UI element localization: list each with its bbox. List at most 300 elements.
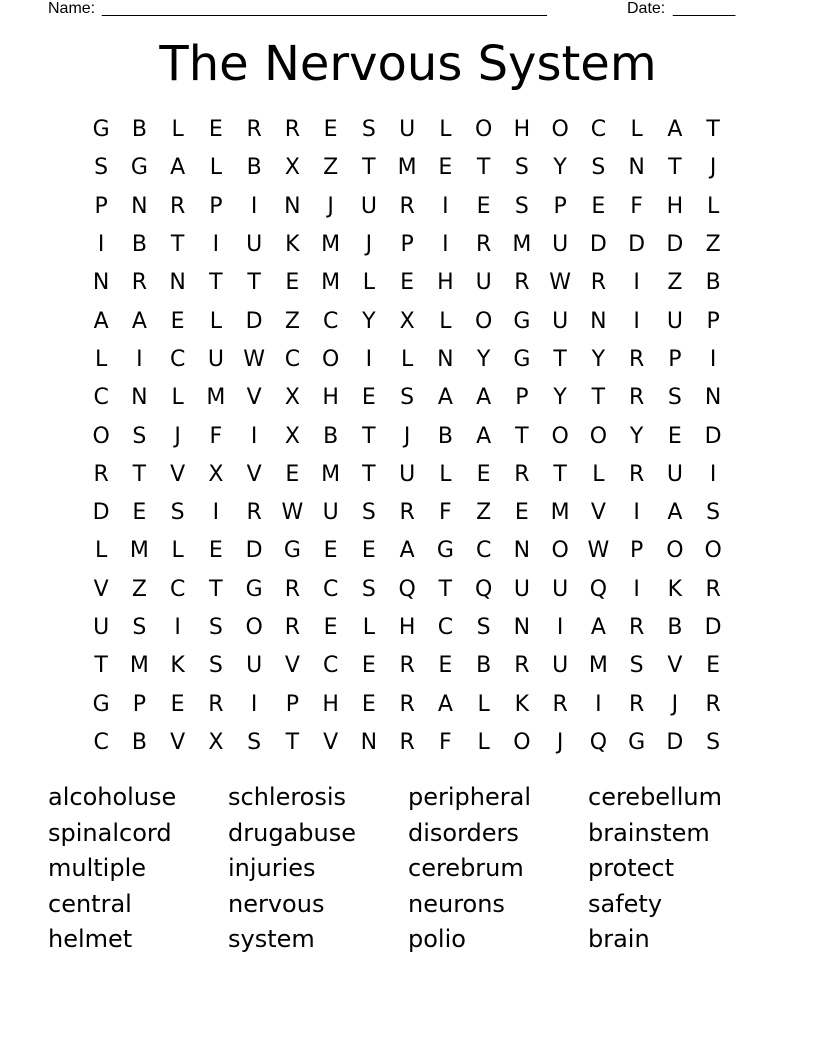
- grid-letter: I: [97, 232, 105, 258]
- grid-letter: R: [399, 729, 415, 755]
- grid-letter: A: [476, 385, 492, 411]
- grid-letter: B: [131, 729, 147, 755]
- grid-letter: I: [709, 346, 717, 372]
- letter-grid: [82, 111, 732, 762]
- grid-letter: M: [206, 385, 226, 411]
- grid-letter: W: [243, 346, 265, 372]
- grid-letter: O: [551, 538, 569, 564]
- grid-letter: I: [365, 346, 373, 372]
- grid-letter: P: [209, 193, 223, 219]
- grid-letter: Y: [629, 423, 644, 449]
- grid-letter: G: [436, 538, 454, 564]
- grid-letter: C: [437, 615, 454, 640]
- grid-letter: F: [439, 729, 452, 755]
- word-list-item: brainstem: [588, 818, 710, 847]
- grid-letter: C: [93, 729, 109, 755]
- name-field: __________________________________________________: [102, 0, 547, 17]
- grid-letter: V: [170, 461, 186, 487]
- grid-letter: L: [400, 346, 414, 372]
- grid-letter: A: [170, 155, 186, 181]
- grid-letter: R: [399, 653, 415, 679]
- page-title: The Nervous System: [159, 36, 657, 92]
- grid-letter: D: [245, 538, 263, 564]
- grid-letter: N: [131, 385, 148, 411]
- header-line: [48, 0, 748, 20]
- grid-letter: T: [94, 653, 108, 679]
- grid-letter: B: [437, 423, 453, 449]
- grid-letter: U: [552, 308, 569, 334]
- grid-letter: T: [362, 423, 376, 449]
- grid-letter: S: [208, 615, 223, 640]
- grid-letter: R: [705, 691, 721, 717]
- grid-letter: P: [706, 308, 720, 334]
- word-list-item: drugabuse: [228, 818, 356, 847]
- grid-letter: L: [171, 385, 184, 411]
- grid-letter: D: [704, 423, 722, 449]
- grid-letter: X: [208, 729, 224, 755]
- grid-letter: N: [437, 346, 454, 372]
- grid-letter: U: [93, 615, 110, 640]
- grid-letter: T: [438, 576, 453, 602]
- grid-letter: I: [212, 500, 220, 526]
- grid-letter: A: [93, 308, 109, 334]
- grid-letter: A: [590, 615, 606, 640]
- grid-letter: I: [633, 500, 640, 526]
- grid-letter: R: [628, 615, 645, 640]
- grid-letter: Q: [589, 576, 608, 602]
- grid-letter: T: [247, 270, 261, 296]
- grid-letter: E: [285, 461, 300, 487]
- grid-letter: T: [515, 423, 529, 449]
- grid-letter: Z: [476, 500, 492, 526]
- grid-letter: E: [323, 117, 338, 143]
- grid-letter: G: [130, 155, 148, 181]
- grid-letter: A: [667, 500, 683, 526]
- grid-letter: B: [131, 117, 147, 143]
- grid-letter: I: [709, 461, 717, 487]
- grid-letter: S: [94, 155, 109, 181]
- grid-letter: O: [474, 308, 493, 334]
- grid-letter: J: [403, 423, 411, 449]
- grid-letter: M: [397, 155, 417, 181]
- grid-letter: L: [362, 615, 375, 640]
- grid-letter: E: [208, 538, 223, 564]
- grid-letter: N: [169, 270, 186, 296]
- grid-letter: N: [92, 270, 110, 296]
- grid-letter: P: [668, 346, 682, 372]
- grid-letter: C: [93, 385, 109, 411]
- grid-letter: U: [552, 653, 569, 679]
- grid-letter: V: [323, 729, 339, 755]
- grid-letter: Y: [476, 346, 491, 372]
- grid-letter: I: [442, 232, 449, 258]
- grid-letter: K: [514, 691, 530, 717]
- grid-letter: Q: [474, 576, 493, 602]
- grid-letter: A: [131, 308, 147, 334]
- grid-letter: P: [94, 193, 108, 219]
- grid-letter: L: [477, 729, 490, 755]
- grid-letter: V: [246, 385, 262, 411]
- grid-letter: U: [666, 461, 683, 487]
- grid-letter: E: [361, 653, 376, 679]
- grid-letter: S: [706, 729, 721, 755]
- grid-letter: R: [628, 385, 645, 411]
- grid-letter: T: [362, 155, 376, 181]
- grid-letter: X: [208, 461, 224, 487]
- grid-letter: E: [476, 461, 491, 487]
- grid-letter: Z: [284, 308, 300, 334]
- grid-letter: T: [668, 155, 682, 181]
- grid-letter: H: [322, 691, 339, 717]
- grid-letter: E: [438, 653, 453, 679]
- word-list-item: spinalcord: [48, 818, 172, 847]
- grid-letter: C: [322, 653, 339, 679]
- grid-letter: K: [667, 576, 683, 602]
- grid-letter: M: [588, 653, 608, 679]
- grid-letter: Q: [398, 576, 416, 602]
- grid-letter: L: [209, 155, 222, 181]
- grid-letter: I: [250, 193, 258, 219]
- grid-letter: C: [322, 576, 339, 602]
- date-field: _______: [673, 0, 736, 17]
- grid-letter: H: [437, 270, 454, 296]
- word-list-item: central: [48, 889, 132, 918]
- grid-letter: S: [476, 615, 491, 640]
- grid-letter: I: [250, 691, 258, 717]
- grid-letter: S: [400, 385, 415, 411]
- grid-letter: T: [476, 155, 491, 181]
- grid-letter: U: [475, 270, 492, 296]
- grid-letter: L: [362, 270, 375, 296]
- grid-letter: E: [170, 308, 185, 334]
- grid-letter: S: [132, 615, 147, 640]
- grid-letter: G: [513, 308, 531, 334]
- grid-letter: G: [628, 729, 646, 755]
- grid-letter: R: [131, 270, 148, 296]
- grid-letter: R: [284, 576, 301, 602]
- grid-letter: P: [132, 691, 147, 717]
- word-list-item: schlerosis: [228, 783, 347, 811]
- word-list-item: alcoholuse: [48, 783, 177, 811]
- grid-letter: J: [671, 691, 679, 717]
- grid-letter: O: [474, 117, 493, 143]
- grid-letter: Z: [323, 155, 339, 181]
- grid-letter: L: [630, 117, 643, 143]
- grid-letter: U: [322, 500, 339, 526]
- grid-letter: R: [514, 270, 530, 296]
- grid-letter: S: [361, 117, 376, 143]
- grid-letter: Z: [131, 576, 147, 602]
- grid-letter: E: [361, 538, 376, 564]
- grid-letter: R: [208, 691, 224, 717]
- grid-letter: B: [131, 232, 147, 258]
- grid-letter: D: [92, 500, 110, 526]
- grid-letter: R: [514, 461, 530, 487]
- grid-letter: H: [398, 615, 416, 640]
- grid-letter: I: [212, 232, 220, 258]
- grid-letter: M: [129, 538, 149, 564]
- grid-letter: X: [284, 385, 300, 411]
- grid-letter: D: [628, 232, 646, 258]
- grid-letter: C: [284, 346, 301, 372]
- grid-letter: L: [439, 117, 452, 143]
- grid-letter: I: [633, 270, 640, 296]
- grid-letter: R: [628, 461, 645, 487]
- grid-letter: O: [321, 346, 340, 372]
- grid-letter: T: [132, 461, 147, 487]
- grid-letter: S: [514, 193, 529, 219]
- grid-letter: M: [550, 500, 570, 526]
- grid-letter: A: [437, 385, 453, 411]
- grid-letter: C: [169, 346, 186, 372]
- grid-letter: J: [556, 729, 564, 755]
- grid-letter: H: [513, 117, 531, 143]
- grid-letter: R: [93, 461, 109, 487]
- grid-letter: V: [667, 653, 683, 679]
- word-list-item: cerebellum: [588, 783, 722, 811]
- grid-letter: R: [705, 576, 721, 602]
- grid-letter: L: [171, 117, 184, 143]
- grid-letter: S: [591, 155, 606, 181]
- grid-letter: I: [595, 691, 602, 717]
- grid-letter: Y: [362, 308, 376, 334]
- grid-letter: X: [284, 155, 300, 181]
- word-list-item: protect: [588, 854, 675, 882]
- grid-letter: D: [666, 729, 684, 755]
- grid-letter: L: [439, 461, 452, 487]
- grid-letter: C: [322, 308, 339, 334]
- grid-letter: N: [590, 308, 607, 334]
- grid-letter: U: [207, 346, 224, 372]
- grid-letter: G: [513, 346, 531, 372]
- grid-letter: U: [360, 193, 377, 219]
- grid-letter: O: [589, 423, 608, 449]
- grid-letter: J: [365, 232, 373, 258]
- grid-letter: R: [399, 500, 415, 526]
- grid-letter: R: [246, 117, 262, 143]
- grid-letter: S: [629, 653, 644, 679]
- word-list: [48, 780, 768, 958]
- grid-letter: F: [630, 193, 643, 219]
- grid-letter: I: [250, 423, 258, 449]
- grid-letter: H: [666, 193, 684, 219]
- grid-letter: R: [284, 615, 301, 640]
- grid-letter: S: [208, 653, 223, 679]
- grid-letter: E: [361, 691, 376, 717]
- grid-letter: B: [476, 653, 492, 679]
- grid-letter: U: [552, 576, 569, 602]
- grid-letter: C: [475, 538, 492, 564]
- grid-letter: B: [323, 423, 339, 449]
- grid-letter: I: [174, 615, 181, 640]
- grid-letter: X: [284, 423, 300, 449]
- grid-letter: O: [551, 117, 569, 143]
- grid-letter: Y: [591, 346, 606, 372]
- grid-letter: D: [589, 232, 607, 258]
- grid-letter: V: [170, 729, 186, 755]
- grid-letter: R: [399, 691, 415, 717]
- grid-letter: O: [245, 615, 263, 640]
- grid-letter: E: [132, 500, 147, 526]
- grid-letter: P: [515, 385, 529, 411]
- grid-letter: U: [666, 308, 683, 334]
- grid-letter: T: [362, 461, 376, 487]
- grid-letter: G: [245, 576, 263, 602]
- grid-letter: G: [92, 691, 110, 717]
- grid-letter: J: [327, 193, 334, 219]
- grid-letter: S: [247, 729, 262, 755]
- grid-letter: L: [94, 538, 108, 564]
- grid-letter: U: [399, 117, 416, 143]
- grid-letter: W: [549, 270, 571, 296]
- grid-letter: B: [667, 615, 683, 640]
- grid-letter: T: [553, 461, 567, 487]
- grid-letter: L: [706, 193, 720, 219]
- grid-letter: E: [591, 193, 606, 219]
- grid-letter: G: [283, 538, 301, 564]
- grid-letter: V: [246, 461, 262, 487]
- grid-letter: A: [437, 691, 453, 717]
- grid-letter: T: [209, 270, 223, 296]
- grid-letter: U: [399, 461, 416, 487]
- grid-letter: U: [552, 232, 569, 258]
- grid-letter: R: [169, 193, 186, 219]
- grid-letter: I: [633, 576, 640, 602]
- grid-letter: I: [633, 308, 640, 334]
- grid-letter: J: [709, 155, 717, 181]
- word-list-item: multiple: [48, 854, 147, 882]
- grid-letter: E: [323, 615, 338, 640]
- grid-letter: P: [285, 691, 300, 717]
- grid-letter: S: [514, 155, 529, 181]
- grid-letter: E: [361, 385, 376, 411]
- grid-letter: C: [590, 117, 607, 143]
- grid-letter: L: [94, 346, 108, 372]
- grid-letter: F: [439, 500, 452, 526]
- grid-letter: I: [136, 346, 143, 372]
- grid-letter: R: [628, 691, 645, 717]
- name-label: Name:: [48, 0, 96, 17]
- grid-letter: R: [514, 653, 530, 679]
- grid-letter: S: [361, 576, 376, 602]
- grid-letter: T: [285, 729, 300, 755]
- grid-letter: N: [704, 385, 722, 411]
- grid-letter: N: [513, 538, 531, 564]
- grid-letter: R: [399, 193, 415, 219]
- grid-letter: T: [591, 385, 606, 411]
- grid-letter: B: [705, 270, 721, 296]
- grid-letter: T: [170, 232, 185, 258]
- grid-letter: O: [666, 538, 684, 564]
- grid-letter: E: [438, 155, 453, 181]
- grid-letter: S: [667, 385, 682, 411]
- word-list-item: helmet: [48, 925, 133, 953]
- grid-letter: E: [514, 500, 529, 526]
- grid-letter: R: [590, 270, 607, 296]
- grid-letter: D: [245, 308, 263, 334]
- grid-letter: Q: [589, 729, 608, 755]
- grid-letter: D: [666, 232, 684, 258]
- grid-letter: C: [169, 576, 186, 602]
- grid-letter: K: [170, 653, 185, 679]
- grid-letter: X: [399, 308, 415, 334]
- grid-letter: P: [553, 193, 567, 219]
- word-list-item: system: [228, 925, 315, 953]
- grid-letter: A: [399, 538, 415, 564]
- grid-letter: M: [321, 461, 341, 487]
- grid-letter: M: [512, 232, 532, 258]
- grid-letter: Z: [667, 270, 683, 296]
- grid-letter: K: [285, 232, 300, 258]
- grid-letter: E: [476, 193, 491, 219]
- grid-letter: W: [587, 538, 610, 564]
- grid-letter: N: [131, 193, 148, 219]
- word-list-item: polio: [408, 925, 466, 953]
- grid-letter: R: [284, 117, 301, 143]
- grid-letter: L: [592, 461, 605, 487]
- grid-letter: R: [246, 500, 262, 526]
- grid-letter: O: [92, 423, 110, 449]
- grid-letter: V: [93, 576, 109, 602]
- grid-letter: J: [174, 423, 181, 449]
- grid-letter: Y: [553, 385, 567, 411]
- grid-letter: H: [322, 385, 339, 411]
- grid-letter: L: [171, 538, 184, 564]
- grid-letter: U: [513, 576, 530, 602]
- word-list-item: injuries: [228, 854, 316, 882]
- grid-letter: T: [706, 117, 720, 143]
- grid-letter: O: [513, 729, 531, 755]
- grid-letter: M: [129, 653, 149, 679]
- grid-letter: E: [400, 270, 415, 296]
- grid-letter: I: [442, 193, 449, 219]
- word-list-item: cerebrum: [408, 854, 524, 882]
- grid-letter: B: [246, 155, 262, 181]
- grid-letter: S: [706, 500, 721, 526]
- grid-letter: N: [513, 615, 531, 640]
- grid-letter: D: [704, 615, 722, 640]
- grid-letter: Y: [553, 155, 567, 181]
- grid-letter: P: [400, 232, 414, 258]
- word-list-item: peripheral: [408, 783, 531, 811]
- word-list-item: brain: [588, 925, 650, 953]
- grid-letter: Z: [705, 232, 721, 258]
- grid-letter: T: [209, 576, 223, 602]
- word-list-item: safety: [588, 889, 663, 918]
- grid-letter: N: [284, 193, 301, 219]
- grid-letter: L: [439, 308, 452, 334]
- grid-letter: S: [132, 423, 147, 449]
- word-list-item: nervous: [228, 889, 325, 918]
- grid-letter: F: [209, 423, 223, 449]
- grid-letter: I: [556, 615, 564, 640]
- grid-letter: E: [170, 691, 185, 717]
- grid-letter: E: [285, 270, 300, 296]
- grid-letter: S: [170, 500, 185, 526]
- grid-letter: T: [553, 346, 567, 372]
- grid-letter: L: [209, 308, 222, 334]
- grid-letter: E: [667, 423, 682, 449]
- grid-letter: V: [284, 653, 300, 679]
- grid-letter: O: [551, 423, 569, 449]
- grid-letter: R: [552, 691, 568, 717]
- grid-letter: E: [706, 653, 721, 679]
- grid-letter: P: [629, 538, 644, 564]
- grid-letter: E: [208, 117, 223, 143]
- grid-letter: U: [246, 232, 263, 258]
- grid-letter: R: [475, 232, 492, 258]
- grid-letter: O: [704, 538, 722, 564]
